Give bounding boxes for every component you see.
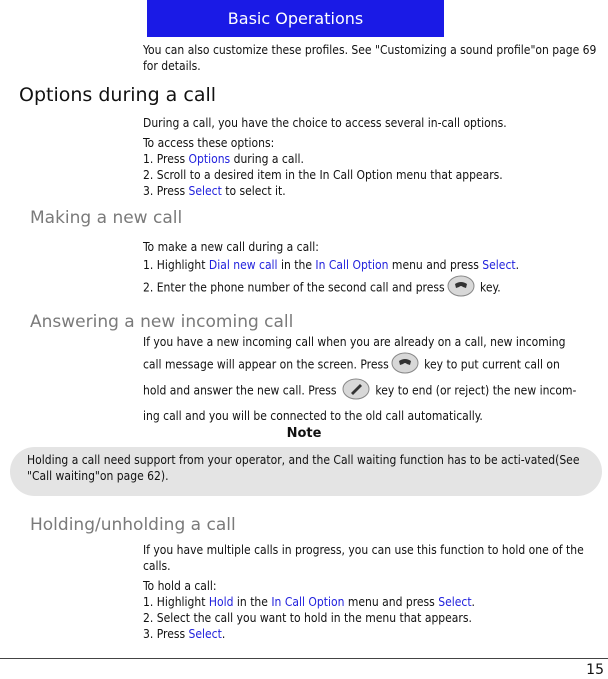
select-link[interactable]: Select	[188, 184, 222, 198]
options-body	[143, 115, 605, 199]
options-step-2: 2. Scroll to a desired item in the In Call Option menu that appears.	[143, 168, 503, 182]
incoming-body	[143, 334, 605, 424]
options-p1: During a call, you have the choice to access several in-call options.	[143, 116, 507, 130]
select-link[interactable]: Select	[482, 258, 516, 272]
new-call-step-2: 2. Enter the phone number of the second call and press key.	[143, 279, 605, 297]
new-call-step-1: 1. Highlight Dial new call in the In Call Option menu and press Select.	[143, 258, 520, 272]
holding-step-3: 3. Press Select.	[143, 627, 226, 641]
hold-link[interactable]: Hold	[208, 595, 234, 609]
options-heading: Options during a call	[19, 84, 217, 106]
holding-body	[143, 542, 605, 642]
new-call-body	[143, 239, 605, 297]
holding-step-1: 1. Highlight Hold in the In Call Option menu and press Select.	[143, 595, 475, 609]
send-key-icon	[391, 352, 419, 374]
new-call-p1: To make a new call during a call:	[143, 240, 319, 254]
incoming-heading: Answering a new incoming call	[30, 312, 294, 332]
holding-step-2: 2. Select the call you want to hold in the menu that appears.	[143, 611, 472, 625]
footer-divider	[0, 658, 608, 659]
options-link[interactable]: Options	[188, 152, 231, 166]
new-call-heading: Making a new call	[30, 208, 183, 228]
options-step-3: 3. Press Select to select it.	[143, 184, 286, 198]
incoming-line-4: ing call and you will be connected to the old call automatically.	[143, 409, 483, 423]
select-link[interactable]: Select	[438, 595, 472, 609]
note-title: Note	[286, 426, 322, 441]
incoming-line-1: If you have a new incoming call when you are already on a call, new incoming	[143, 335, 566, 349]
dial-new-call-link[interactable]: Dial new call	[208, 258, 278, 272]
section-banner: Basic Operations	[147, 0, 444, 37]
send-key-icon	[447, 275, 475, 297]
options-step-1: 1. Press Options during a call.	[143, 152, 304, 166]
holding-p1: If you have multiple calls in progress, you can use this function to hold one of the calls.	[143, 543, 584, 573]
end-key-icon	[342, 378, 370, 400]
note-text: Holding a call need support from your operator, and the Call waiting function has to be acti-vated(See "Call waiting"on page 62).	[27, 453, 580, 483]
holding-p2: To hold a call:	[143, 579, 217, 593]
incoming-line-3: hold and answer the new call. Press key to end (or reject) the new incom-	[143, 382, 605, 400]
holding-heading: Holding/unholding a call	[30, 515, 236, 535]
page-number: 15	[586, 662, 604, 678]
options-p2: To access these options:	[143, 136, 275, 150]
intro-paragraph: You can also customize these profiles. See "Customizing a sound profile"on page 69 for details.	[143, 43, 597, 73]
in-call-option-link[interactable]: In Call Option	[315, 258, 389, 272]
select-link[interactable]: Select	[188, 627, 222, 641]
in-call-option-link[interactable]: In Call Option	[271, 595, 345, 609]
incoming-line-2: call message will appear on the screen. Press key to put current call on	[143, 356, 605, 374]
